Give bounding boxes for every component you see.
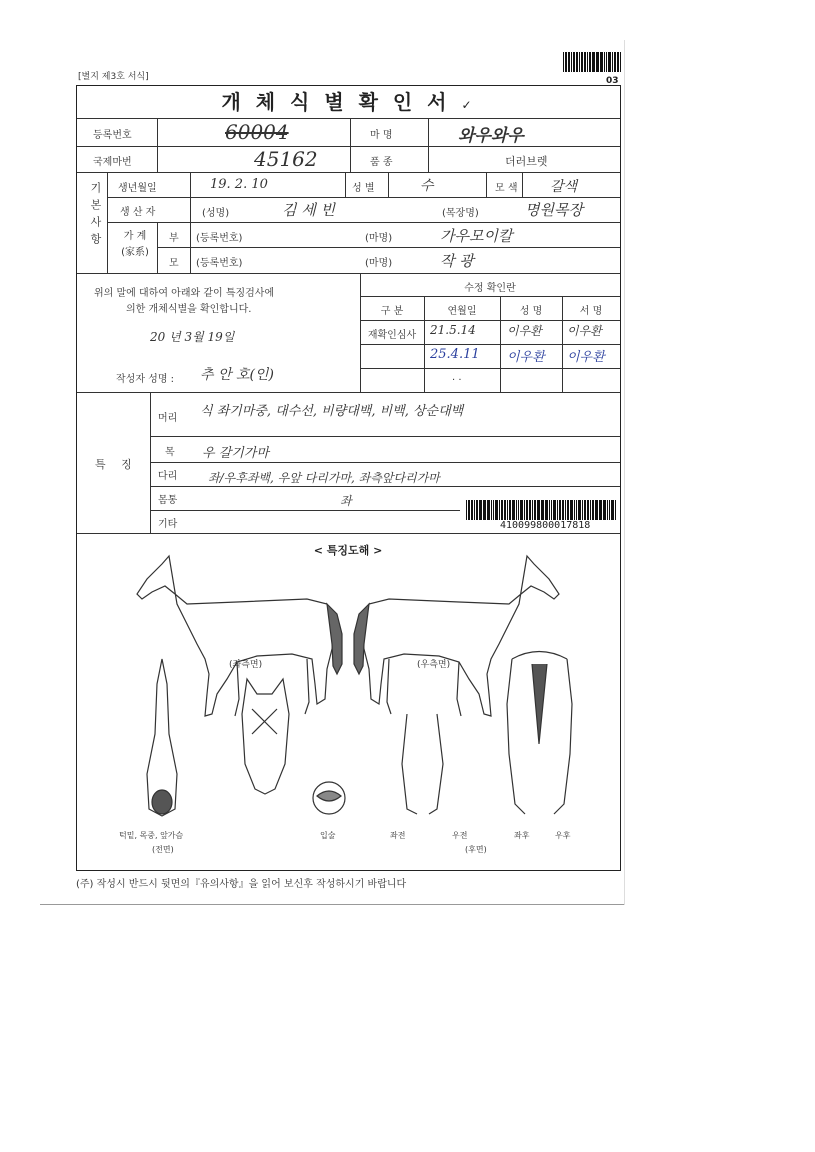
sticker-number: 410099800017818: [500, 520, 591, 531]
barcode-bar: [537, 500, 540, 520]
barcode-bar: [567, 500, 569, 520]
revision-title: 수정 확인란: [464, 283, 516, 294]
row2-name: 이우환: [507, 350, 545, 365]
grid-line: [388, 172, 389, 197]
barcode-bar: [617, 52, 620, 72]
intl-no-label: 국제마번: [93, 157, 132, 168]
col-sign: 서 명: [579, 306, 603, 317]
barcode-bar: [526, 500, 528, 520]
page-number: 03: [606, 76, 619, 86]
row1-date: 21.5.14: [430, 323, 476, 337]
barcode-bar: [592, 500, 594, 520]
row2-sign: 이우환: [567, 350, 605, 365]
grid-line: [360, 368, 620, 369]
breeder-value: 김 세 빈: [282, 201, 336, 219]
barcode-bar: [589, 52, 591, 72]
statement-line-2: 의한 개체식별을 확인합니다.: [126, 304, 252, 315]
barcode-bar: [607, 500, 608, 520]
grid-line: [345, 172, 346, 197]
front-view-label: (전면): [152, 845, 174, 854]
barcode-bar: [565, 500, 566, 520]
grid-line: [360, 344, 620, 345]
barcode-bar: [559, 500, 561, 520]
barcode-bar: [592, 52, 595, 72]
sex-label: 성 별: [352, 183, 375, 194]
barcode-bar: [574, 500, 575, 520]
body-label: 몸통: [158, 495, 178, 506]
barcode-bar: [520, 500, 523, 520]
barcode-bar: [466, 500, 467, 520]
barcode-bar: [587, 500, 590, 520]
color-value: 갈색: [550, 179, 578, 195]
barcode-bar: [609, 500, 611, 520]
grid-line: [107, 172, 108, 273]
legs-label: 다리: [158, 471, 178, 482]
barcode-bar: [484, 500, 486, 520]
breeder-name-label: (성명): [202, 208, 230, 219]
barcode-bar: [471, 500, 474, 520]
barcode-bar: [474, 500, 475, 520]
barcode-bar: [587, 52, 588, 72]
barcode-bar: [534, 500, 536, 520]
barcode-bar: [549, 500, 550, 520]
statement-line-1: 위의 말에 대하여 아래와 같이 특징검사에: [94, 288, 275, 299]
birth-label: 생년월일: [118, 183, 157, 194]
legs-value: 좌/우후좌백, 우앞 다리가마, 좌측앞다리가마: [208, 471, 440, 485]
barcode-bar: [495, 500, 498, 520]
author-label: 작성자 성명 :: [116, 374, 175, 385]
color-label: 모 색: [495, 183, 518, 194]
barcode-bar: [573, 52, 575, 72]
barcode-bar: [600, 500, 602, 520]
grid-line: [350, 118, 351, 172]
barcode-bar: [570, 500, 573, 520]
farm-value: 명원목장: [525, 201, 583, 219]
horse-name-value: 와우와우: [458, 126, 524, 146]
barcode-bar: [614, 52, 616, 72]
row1-category: 재확인심사: [367, 330, 417, 341]
barcode-bar: [611, 500, 614, 520]
grid-line: [360, 320, 620, 321]
reg-no-label: 등록번호: [93, 130, 132, 141]
basic-section-label: 기본사항: [89, 182, 102, 250]
sire-value: 가우모이칼: [440, 227, 513, 245]
barcode-bar: [562, 500, 565, 520]
barcode-bar: [512, 500, 515, 520]
barcode-bar: [597, 52, 599, 72]
rear-view-label: (후면): [465, 845, 487, 854]
breed-value: 더러브렛: [505, 155, 548, 168]
grid-line: [150, 510, 460, 511]
right-fore-label: 우전: [452, 831, 468, 840]
sire-horse-name-label: (마명): [365, 233, 393, 244]
barcode-bar: [590, 500, 591, 520]
grid-line: [360, 296, 620, 297]
neck-label: 목: [165, 447, 175, 458]
barcode-bar: [491, 500, 492, 520]
barcode-bar: [468, 500, 470, 520]
barcode-bar: [493, 500, 495, 520]
sire-label: 부: [169, 233, 179, 244]
sex-value: 수: [420, 178, 434, 194]
barcode-bar: [604, 52, 605, 72]
grid-line: [107, 222, 620, 223]
barcode-bar: [541, 500, 542, 520]
head-front-outline: [242, 679, 289, 794]
pedigree-label: 가 계 (家系): [121, 231, 149, 258]
reg-no-value: 60004: [225, 120, 289, 144]
grid-line: [150, 462, 620, 463]
features-section-label: 특 징: [95, 458, 138, 471]
barcode-bar: [518, 500, 520, 520]
barcode-bar: [596, 52, 597, 72]
grid-line: [150, 486, 620, 487]
barcode-bar: [507, 500, 508, 520]
barcode-bar: [579, 52, 580, 72]
scan-edge-right: [624, 40, 625, 905]
barcode-bar: [563, 52, 564, 72]
barcode-bar: [557, 500, 558, 520]
author-value: 추 안 호(인): [200, 367, 274, 383]
barcode-bar: [584, 52, 587, 72]
lips-outline: [313, 782, 345, 814]
form-label: [별지 제3호 서식]: [78, 72, 149, 82]
right-hind-label: 우후: [555, 831, 571, 840]
barcode-bar: [581, 52, 583, 72]
barcode-bar: [582, 500, 583, 520]
barcode-bar: [532, 500, 533, 520]
dam-label: 모: [169, 258, 179, 269]
barcode-bar: [606, 52, 608, 72]
body-other-value: 좌: [340, 494, 352, 508]
barcode-bar: [620, 52, 621, 72]
grid-line: [77, 392, 620, 393]
diagram-title: < 특징도해 >: [313, 544, 383, 557]
intl-no-value: 45162: [254, 147, 318, 171]
barcode-bar: [551, 500, 553, 520]
grid-line: [486, 172, 487, 197]
breeder-label: 생 산 자: [120, 207, 156, 218]
lips-label: 입술: [320, 831, 336, 840]
grid-line: [157, 247, 620, 248]
row3-date: . .: [452, 372, 462, 383]
footer-note: (주) 작성시 반드시 뒷면의『유의사항』을 읽어 보신후 작성하시기 바랍니다: [76, 879, 407, 890]
barcode-bar: [565, 52, 567, 72]
barcode-bar: [615, 500, 616, 520]
barcode-bar: [600, 52, 603, 72]
breed-label: 품 종: [370, 157, 393, 168]
barcode-bar: [487, 500, 490, 520]
title-text: 개 체 식 별 확 인 서: [221, 90, 451, 114]
right-side-label: (우측면): [417, 660, 451, 670]
barcode-bar: [595, 500, 598, 520]
barcode-bar: [476, 500, 478, 520]
grid-line: [150, 436, 620, 437]
grid-line: [77, 172, 620, 173]
head-label: 머리: [158, 413, 178, 424]
grid-line: [157, 118, 158, 172]
col-date: 연월일: [447, 306, 477, 317]
sticker-barcode: [466, 500, 616, 520]
barcode-bar: [568, 52, 571, 72]
grid-line: [77, 146, 620, 147]
grid-line: [107, 197, 620, 198]
barcode-bar: [576, 52, 579, 72]
barcode-bar: [612, 52, 613, 72]
barcode-bar: [576, 500, 578, 520]
right-side-horse-outline: [354, 556, 559, 716]
head-value: 식 좌기마중, 대수선, 비량대백, 비백, 상순대백: [200, 404, 464, 419]
horse-name-label: 마 명: [370, 130, 393, 141]
other-label: 기타: [158, 519, 178, 530]
grid-line: [150, 392, 151, 533]
barcode-bar: [542, 500, 544, 520]
barcode-bar: [479, 500, 482, 520]
barcode-bar: [524, 500, 525, 520]
grid-line: [190, 222, 191, 273]
barcode-bar: [578, 500, 581, 520]
dam-reg-no-label: (등록번호): [196, 258, 243, 269]
barcode-bar: [608, 52, 611, 72]
farm-label: (목장명): [442, 208, 479, 219]
scan-edge-bottom: [40, 904, 625, 905]
front-legs-caption: 턱밑, 목중, 앞가슴: [119, 831, 184, 840]
dam-horse-name-label: (마명): [365, 258, 393, 269]
left-side-label: (좌측면): [229, 660, 263, 670]
barcode-bar: [504, 500, 507, 520]
issue-date: 20 년 3월 19일: [150, 330, 235, 344]
birth-value: 19. 2. 10: [210, 177, 268, 192]
fore-legs-outline: [402, 714, 443, 814]
barcode-bar: [509, 500, 511, 520]
sire-reg-no-label: (등록번호): [196, 233, 243, 244]
barcode-bar: [553, 500, 556, 520]
col-name: 성 명: [519, 306, 543, 317]
row2-date: 25.4.11: [430, 347, 480, 362]
barcode-bar: [529, 500, 532, 520]
barcode-bar: [599, 500, 600, 520]
grid-line: [522, 172, 523, 197]
barcode-bar: [499, 500, 500, 520]
grid-line: [77, 273, 620, 274]
left-fore-label: 좌전: [390, 831, 406, 840]
grid-line: [157, 222, 158, 273]
grid-line: [428, 118, 429, 172]
barcode-bar: [584, 500, 586, 520]
barcode-sticker: [460, 498, 620, 532]
grid-line: [190, 172, 191, 222]
barcode-bar: [516, 500, 517, 520]
grid-line: [77, 118, 620, 119]
barcode-bar: [571, 52, 572, 72]
barcode-bar: [501, 500, 503, 520]
barcode-bar: [545, 500, 548, 520]
front-view-outline: [147, 659, 177, 816]
feature-diagram: [77, 534, 620, 870]
document-title: [78, 87, 619, 118]
row1-name: 이우환: [507, 324, 542, 338]
neck-value: 우 갈기가마: [202, 446, 269, 461]
col-category: 구 분: [380, 306, 404, 317]
dam-value: 작 광: [440, 252, 474, 270]
rear-view-horse-outline: [507, 652, 572, 815]
barcode-bar: [483, 500, 484, 520]
row1-sign: 이우환: [567, 324, 602, 338]
top-barcode: [563, 52, 621, 72]
title-check-mark: ✓: [461, 98, 476, 112]
barcode-bar: [603, 500, 606, 520]
left-hind-label: 좌후: [514, 831, 530, 840]
